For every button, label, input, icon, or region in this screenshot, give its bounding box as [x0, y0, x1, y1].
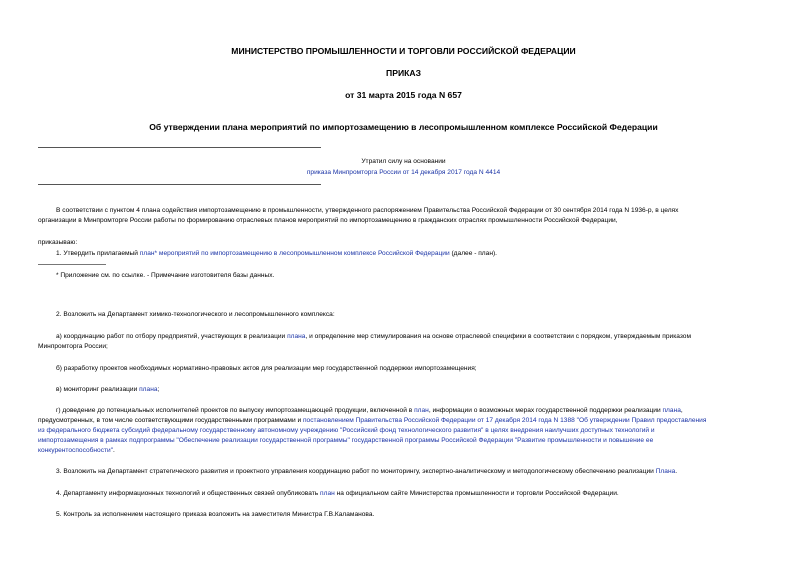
date-number-heading: от 31 марта 2015 года N 657	[345, 90, 462, 100]
item-1	[56, 249, 497, 259]
item-4-text: 4. Департаменту информационных технологий и общественных связей опубликовать	[56, 490, 321, 497]
item-2: 2. Возложить на Департамент химико-технологического и лесопромышленного комплекса:	[56, 311, 335, 318]
item-3	[56, 467, 677, 477]
item-4-plan-link[interactable]: план	[320, 490, 335, 497]
item-3-tail: .	[675, 468, 678, 475]
item-2a	[38, 332, 768, 342]
doc-type-heading: ПРИКАЗ	[386, 68, 421, 78]
item-2d-line-5	[38, 446, 115, 456]
item-1-tail: (далее - план).	[449, 250, 497, 257]
footnote-divider	[38, 264, 106, 265]
item-5: 5. Контроль за исполнением настоящего приказа возложить на заместителя Министра Г.В.Каламанова.	[56, 511, 375, 518]
item-2b: б) разработку проектов необходимых нормативно-правовых актов для реализации мер государственной поддержки импортозамещения;	[56, 365, 477, 372]
plan-link[interactable]: план*	[139, 250, 158, 257]
bottom-divider	[38, 184, 321, 185]
decree-1388-link-line-4[interactable]: импортозамещения в рамках подпрограммы "Обеспечение реализации государственной программы" государственной программы Российской Федерации "Развитие промышленности и повышение ее	[38, 437, 654, 444]
item-2c-tail: ;	[157, 386, 160, 393]
plan-title-link[interactable]: мероприятий по импортозамещению в лесопромышленном комплексе Российской Федерации	[157, 250, 450, 257]
item-2d-text: г) доведение до потенциальных исполнителей проектов по выпуску импортозамещающей продукции, включенной в	[56, 407, 415, 414]
order-word: приказываю:	[38, 239, 78, 246]
item-2d-plan-link-1[interactable]: план	[414, 407, 429, 414]
item-2c-plan-link[interactable]: плана	[139, 386, 158, 393]
decree-1388-link-line-3[interactable]: из федерального бюджета субсидий федеральному государственному автономному учреждению "Российский фонд технологического развития" в целях внедрения наилучших доступных технологий и	[38, 427, 655, 434]
item-4-tail: на официальном сайте Министерства промышленности и торговли Российской Федерации.	[334, 490, 619, 497]
item-2a-line-2: Минпромторга России;	[38, 343, 108, 350]
item-2d-line-2	[38, 416, 768, 426]
intro-line-2: организации в Минпромторге России работы по формированию отраслевых планов мероприятий по импортозамещению в гражданских отраслях промышленности Российской Федерации,	[38, 217, 618, 224]
item-2a-tail: , и определение мер стимулирования на основе отраслевой специфики в соответствии с порядком, утверждаемым приказом	[305, 333, 691, 340]
item-2d-plan-link-2[interactable]: плана	[662, 407, 681, 414]
decree-1388-link-line-5[interactable]: конкурентоспособности"	[38, 447, 114, 454]
item-2c	[56, 385, 159, 395]
item-2d-period: .	[113, 447, 115, 454]
item-2d-comma: ,	[680, 407, 683, 414]
item-2d-mid: , информации о возможных мерах государственной поддержки реализации	[428, 407, 663, 414]
item-2a-plan-link[interactable]: плана	[287, 333, 306, 340]
item-1-text: 1. Утвердить прилагаемый	[56, 250, 140, 257]
decree-1388-link[interactable]: постановлением Правительства Российской Федерации от 17 декабря 2014 года N 1388 "Об утверждении Правил предоставления	[302, 417, 707, 424]
document-title: Об утверждении плана мероприятий по импортозамещению в лесопромышленном комплексе Российской Федерации	[149, 122, 658, 132]
item-2a-text: а) координацию работ по отбору предприятий, участвующих в реализации	[56, 333, 288, 340]
item-4	[56, 489, 619, 499]
item-2c-text: в) мониторинг реализации	[56, 386, 140, 393]
item-2d-line-2-text: предусмотренных, в том числе соответствующими государственными программами и	[38, 417, 303, 424]
status-note-text: Утратил силу на основании	[361, 158, 446, 165]
ministry-heading: МИНИСТЕРСТВО ПРОМЫШЛЕННОСТИ И ТОРГОВЛИ РОССИЙСКОЙ ФЕДЕРАЦИИ	[231, 46, 576, 56]
item-3-text: 3. Возложить на Департамент стратегического развития и проектного управления координацию работ по мониторингу, экспертно-аналитическому и методологическому обеспечению реализации	[56, 468, 656, 475]
status-note-link[interactable]: приказа Минпромторга России от 14 декабря 2017 года N 4414	[306, 169, 501, 176]
item-2d	[38, 406, 768, 416]
item-3-plan-link[interactable]: Плана	[655, 468, 676, 475]
top-divider	[38, 147, 321, 148]
intro-line-1: В соответствии с пунктом 4 плана содействия импортозамещению в промышленности, утвержденного распоряжением Правительства Российской Федерации от 30 сентября 2014 года N 1936-р, в целях	[56, 207, 679, 214]
footnote-text: * Приложение см. по ссылке. - Примечание изготовителя базы данных.	[56, 272, 275, 279]
